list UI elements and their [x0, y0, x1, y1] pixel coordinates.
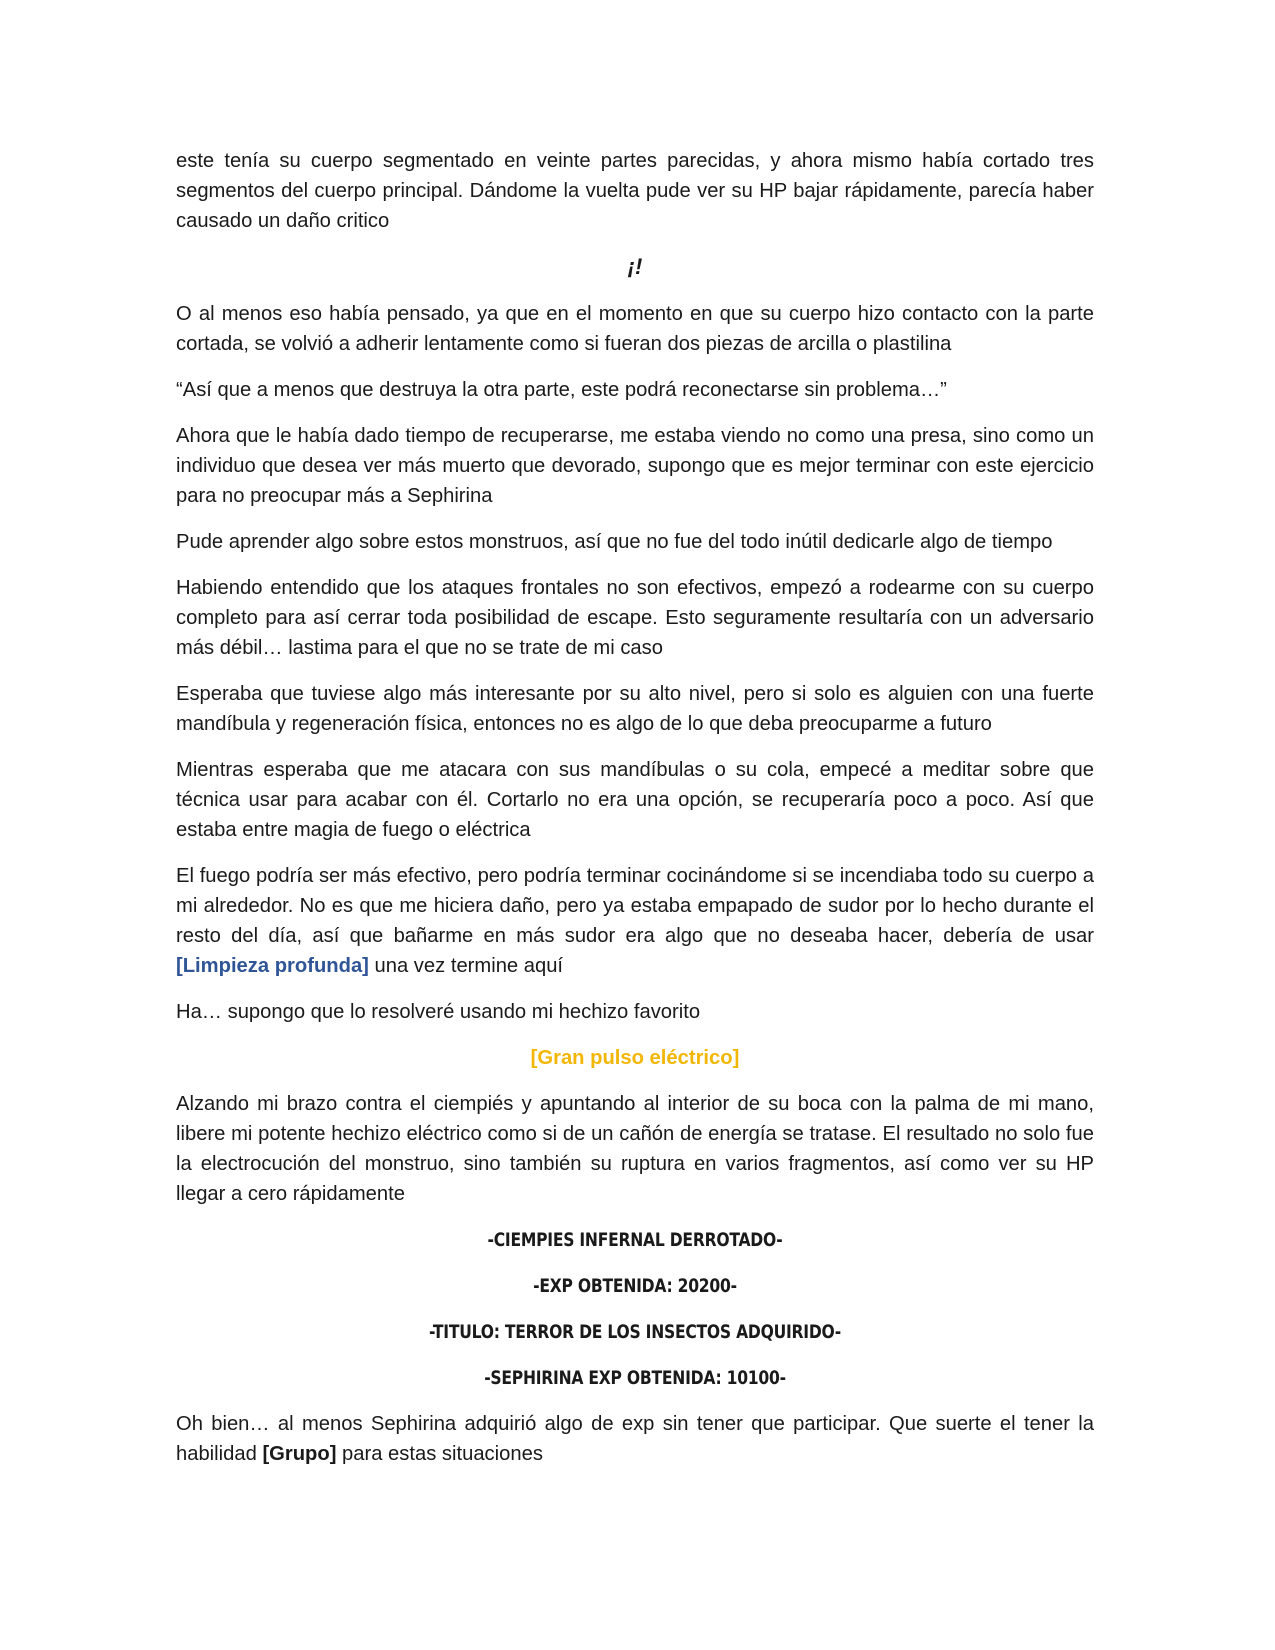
paragraph-12: [176, 1409, 1094, 1469]
paragraph-8: Mientras esperaba que me atacara con sus mandíbulas o su cola, empecé a meditar sobre que técnica usar para acabar con él. Cortarlo no era una opción, se recuperaría poco a poco. Así que estaba entre magia de fuego o eléctrica: [176, 759, 1094, 841]
skill-grupo: [Grupo]: [262, 1443, 337, 1465]
paragraph-6: Habiendo entendido que los ataques frontales no son efectivos, empezó a rodearme con su cuerpo completo para así cerrar toda posibilidad de escape. Esto seguramente resultaría con un adversario más débil… lastima para el que no se trate de mi caso: [176, 577, 1094, 659]
paragraph-9-text: El fuego podría ser más efectivo, pero podría terminar cocinándome si se incendiaba todo su cuerpo a mi alrededor. No es que me hiciera daño, pero ya estaba empapado de sudor por lo hecho durante el resto del día, así que bañarme en más sudor era algo que no deseaba hacer, debería de usar: [176, 865, 1094, 947]
exclamation-break: [176, 252, 1094, 283]
document-page: [176, 146, 1094, 1485]
system-message-title: -TITULO: TERROR DE LOS INSECTOS ADQUIRIDO-: [428, 1321, 842, 1343]
system-message-sephirina-exp: -SEPHIRINA EXP OBTENIDA: 10100-: [484, 1367, 786, 1389]
skill-limpieza-profunda: [Limpieza profunda]: [176, 955, 369, 977]
paragraph-3-thought: “Así que a menos que destruya la otra parte, este podrá reconectarse sin problema…”: [176, 379, 947, 401]
paragraph-1: este tenía su cuerpo segmentado en veinte partes parecidas, y ahora mismo había cortado tres segmentos del cuerpo principal. Dándome la vuelta pude ver su HP bajar rápidamente, parecía haber causado un daño critico: [176, 150, 1094, 232]
spell-gran-pulso-electrico: [Gran pulso eléctrico]: [530, 1047, 740, 1069]
paragraph-10: Ha… supongo que lo resolveré usando mi hechizo favorito: [176, 1001, 701, 1023]
paragraph-11: Alzando mi brazo contra el ciempiés y apuntando al interior de su boca con la palma de mi mano, libere mi potente hechizo eléctrico como si de un cañón de energía se tratase. El resultado no solo fue la electrocución del monstruo, sino también su ruptura en varios fragmentos, así como ver su HP llegar a cero rápidamente: [176, 1093, 1094, 1205]
paragraph-2: O al menos eso había pensado, ya que en el momento en que su cuerpo hizo contacto con la parte cortada, se volvió a adherir lentamente como si fueran dos piezas de arcilla o plastilina: [176, 303, 1094, 355]
paragraph-12-text: Oh bien… al menos Sephirina adquirió algo de exp sin tener que participar. Que suerte el tener la habilidad: [176, 1413, 1094, 1465]
exclamation-mark: ¡!: [627, 254, 643, 279]
paragraph-7: Esperaba que tuviese algo más interesante por su alto nivel, pero si solo es alguien con una fuerte mandíbula y regeneración física, entonces no es algo de lo que deba preocuparme a futuro: [176, 683, 1094, 735]
spell-line: [176, 1043, 1094, 1073]
system-message-defeat: -CIEMPIES INFERNAL DERROTADO-: [487, 1229, 783, 1251]
paragraph-9: [176, 861, 1094, 981]
system-message-exp: -EXP OBTENIDA: 20200-: [533, 1275, 737, 1297]
paragraph-4: Ahora que le había dado tiempo de recuperarse, me estaba viendo no como una presa, sino como un individuo que desea ver más muerto que devorado, supongo que es mejor terminar con este ejercicio para no preocupar más a Sephirina: [176, 425, 1094, 507]
paragraph-5: Pude aprender algo sobre estos monstruos, así que no fue del todo inútil dedicarle algo de tiempo: [176, 531, 1053, 553]
paragraph-9-tail: una vez termine aquí: [368, 955, 564, 977]
paragraph-12-tail: para estas situaciones: [336, 1443, 543, 1465]
